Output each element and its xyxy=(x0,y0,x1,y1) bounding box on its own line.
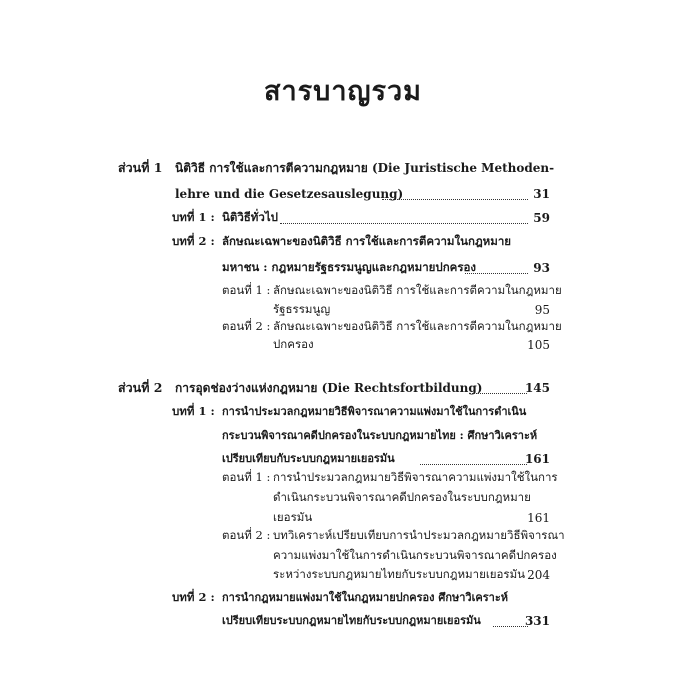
part1-ch2-sec2-title-line1: ลักษณะเฉพาะของนิติวิธี การใช้และการตีความในกฎหมาย xyxy=(273,319,562,333)
part2-ch1-page: 161 xyxy=(524,452,550,466)
part2-ch1-title-line3: เปรียบเทียบกับระบบกฎหมายเยอรมัน xyxy=(222,452,395,465)
part1-ch2-sec2-label: ตอนที่ 2 : xyxy=(222,319,271,333)
part1-ch2-title-line1: ลักษณะเฉพาะของนิติวิธี การใช้และการตีความในกฎหมาย xyxy=(222,234,512,248)
part1-ch2-sec2-page: 105 xyxy=(527,338,550,352)
part2-ch1-sec1-label: ตอนที่ 1 : xyxy=(222,470,271,484)
part1-ch2-page: 93 xyxy=(533,261,550,275)
part2-ch1-sec2-title-line2: ความแพ่งมาใช้ในการดำเนินกระบวนพิจารณาคดีปกครอง xyxy=(273,548,557,562)
part2-ch1-sec2-title-line1: บทวิเคราะห์เปรียบเทียบการนำประมวลกฎหมายวิธีพิจารณา xyxy=(273,528,565,542)
part2-page: 145 xyxy=(524,381,550,395)
part1-ch1-title: นิติวิธีทั่วไป xyxy=(222,210,278,224)
page-title: สารบาญรวม xyxy=(264,76,422,107)
part1-ch1-label: บทที่ 1 : xyxy=(172,210,215,224)
part1-ch2-sec2-title-line2: ปกครอง xyxy=(273,337,314,351)
part2-ch1-sec1-page: 161 xyxy=(527,511,550,525)
part1-ch2-sec1-title-line2: รัฐธรรมนูญ xyxy=(273,302,331,316)
part2-ch2-page: 331 xyxy=(524,614,550,628)
part2-ch1-sec1-title-line2: ดำเนินกระบวนพิจารณาคดีปกครองในระบบกฎหมาย xyxy=(273,490,531,504)
part1-title-line2: lehre und die Gesetzesauslegung) xyxy=(175,187,404,201)
part1-ch2-sec1-page: 95 xyxy=(534,303,550,317)
part2-title: การอุดช่องว่างแห่งกฎหมาย (Die Rechtsfortbildung) xyxy=(175,381,483,395)
part1-ch2-sec1-label: ตอนที่ 1 : xyxy=(222,283,271,297)
part2-ch1-sec2-page: 204 xyxy=(527,568,550,582)
part2-ch1-sec2-label: ตอนที่ 2 : xyxy=(222,528,271,542)
part2-ch2-title-line1: การนำกฎหมายแพ่งมาใช้ในกฎหมายปกครอง ศึกษาวิเคราะห์ xyxy=(222,591,508,604)
part2-ch1-label: บทที่ 1 : xyxy=(172,404,215,418)
part1-leader xyxy=(382,199,528,200)
part1-label: ส่วนที่ 1 xyxy=(118,160,163,175)
part2-ch1-sec2-title-line3: ระหว่างระบบกฎหมายไทยกับระบบกฎหมายเยอรมัน xyxy=(273,567,526,581)
part2-ch2-title-line2: เปรียบเทียบระบบกฎหมายไทยกับระบบกฎหมายเยอรมัน xyxy=(222,614,481,627)
part2-label: ส่วนที่ 2 xyxy=(118,380,163,395)
part1-title-line1: นิติวิธี การใช้และการตีความกฎหมาย (Die Juristische Methoden- xyxy=(175,161,555,175)
part1-ch2-label: บทที่ 2 : xyxy=(172,234,215,248)
part2-ch1-title-line1: การนำประมวลกฎหมายวิธีพิจารณาความแพ่งมาใช้ในการดำเนิน xyxy=(222,405,527,418)
part1-ch2-sec1-title-line1: ลักษณะเฉพาะของนิติวิธี การใช้และการตีความในกฎหมาย xyxy=(273,283,562,297)
part1-ch1-leader xyxy=(280,223,528,224)
part2-ch1-sec1-title-line3: เยอรมัน xyxy=(273,510,313,524)
part1-page: 31 xyxy=(533,187,550,201)
part2-ch2-label: บทที่ 2 : xyxy=(172,590,215,604)
part2-ch1-title-line2: กระบวนพิจารณาคดีปกครองในระบบกฎหมายไทย : ศึกษาวิเคราะห์ xyxy=(222,429,538,442)
part2-ch1-sec1-title-line1: การนำประมวลกฎหมายวิธีพิจารณาความแพ่งมาใช้ในการ xyxy=(273,470,558,484)
part1-ch2-title-line2: มหาชน : กฎหมายรัฐธรรมนูญและกฎหมายปกครอง xyxy=(222,260,477,274)
part1-ch1-page: 59 xyxy=(533,211,550,225)
